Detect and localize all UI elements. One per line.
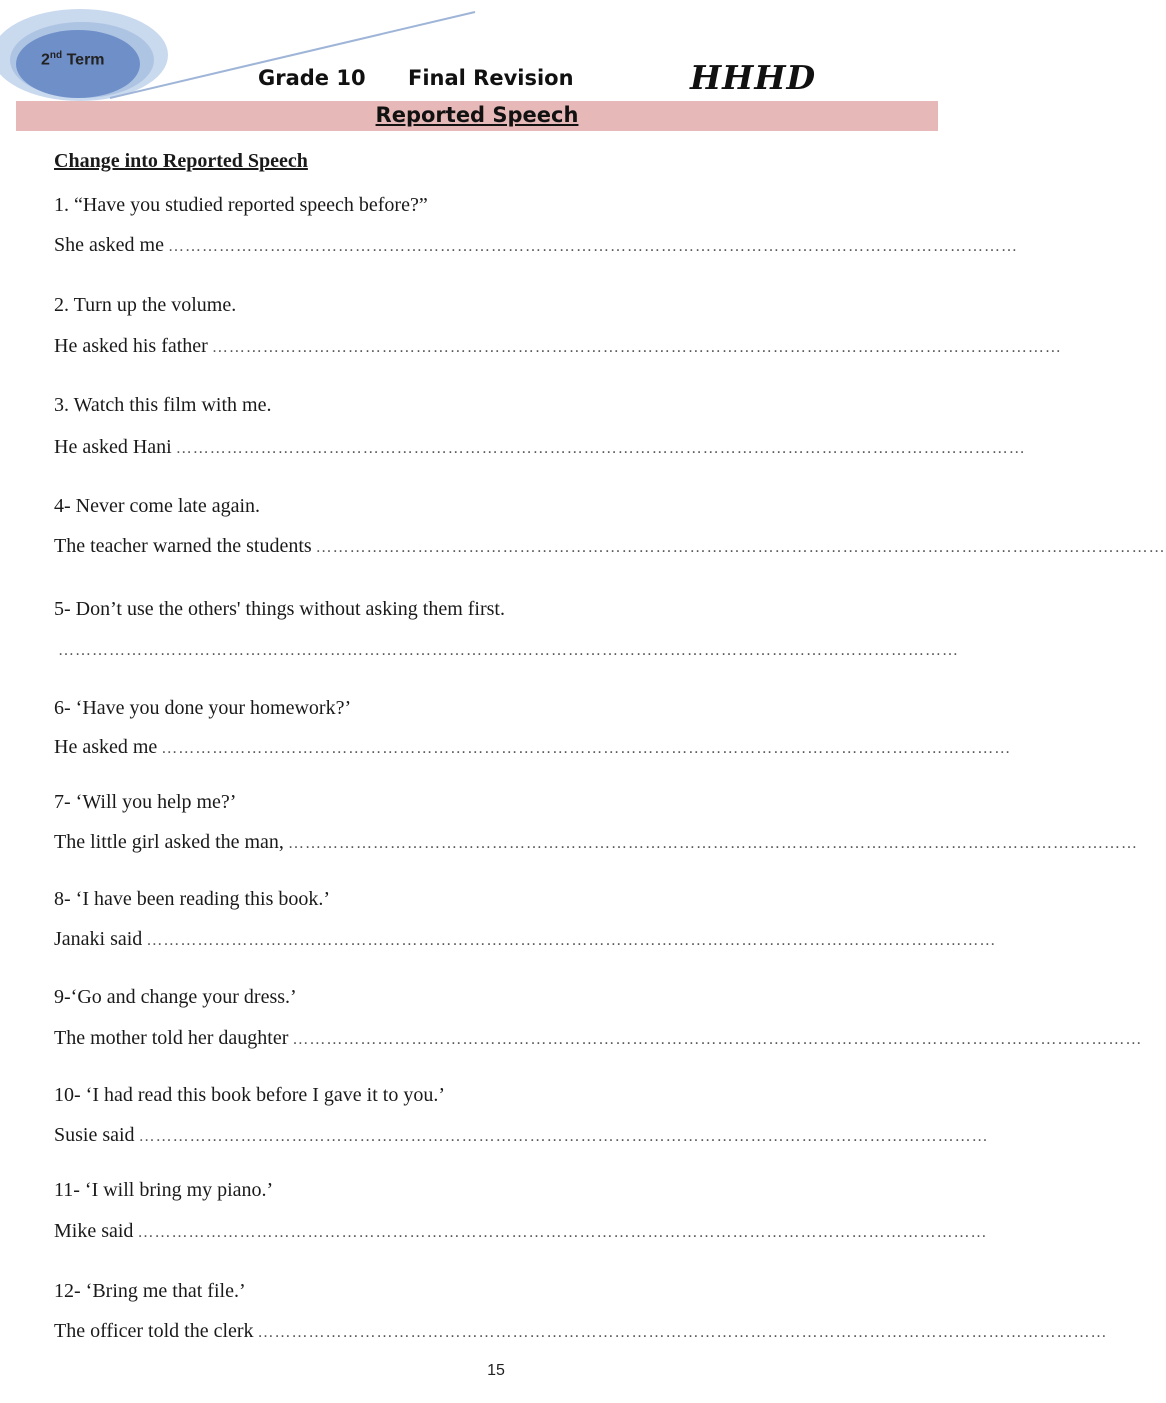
answer-line[interactable]	[54, 535, 1166, 558]
answer-start: The mother told her daughter	[54, 1027, 289, 1049]
question-prompt: 10- ‘I had read this book before I gave it to you.’	[54, 1084, 445, 1106]
answer-line[interactable]	[54, 1124, 989, 1147]
revision-label: Final Revision	[408, 66, 574, 90]
answer-start: Janaki said	[54, 928, 143, 950]
answer-blank[interactable]: ……………………………………………………………………………………………………………………………………	[287, 835, 1138, 852]
answer-line[interactable]	[54, 335, 1062, 358]
answer-line[interactable]	[54, 436, 1026, 459]
question-prompt: 3. Watch this film with me.	[54, 394, 272, 416]
answer-line[interactable]	[54, 642, 959, 660]
answer-blank[interactable]: ……………………………………………………………………………………………………………………………………	[138, 1128, 989, 1145]
section-heading: Change into Reported Speech	[54, 150, 308, 172]
answer-blank[interactable]: ……………………………………………………………………………………………………………………………………	[315, 539, 1166, 556]
question-prompt: 5- Don’t use the others' things without asking them first.	[54, 598, 505, 620]
answer-start: He asked Hani	[54, 436, 172, 458]
answer-line[interactable]	[54, 1027, 1143, 1050]
question-prompt: 1. “Have you studied reported speech before?”	[54, 194, 428, 216]
answer-blank[interactable]: ……………………………………………………………………………………………………………………………………	[257, 1324, 1108, 1341]
answer-line[interactable]	[54, 831, 1138, 854]
question-prompt: 11- ‘I will bring my piano.’	[54, 1179, 274, 1201]
answer-blank[interactable]: ……………………………………………………………………………………………………………………………………	[175, 440, 1026, 457]
answer-blank[interactable]: ……………………………………………………………………………………………………………………………………	[211, 339, 1062, 356]
question-prompt: 9-‘Go and change your dress.’	[54, 986, 297, 1008]
answer-blank[interactable]: ……………………………………………………………………………………………………………………………………	[161, 740, 1012, 757]
answer-start: The officer told the clerk	[54, 1320, 254, 1342]
answer-start: The little girl asked the man,	[54, 831, 284, 853]
answer-start: He asked me	[54, 736, 158, 758]
question-prompt: 8- ‘I have been reading this book.’	[54, 888, 331, 910]
answer-blank[interactable]: ……………………………………………………………………………………………………………………………………	[167, 238, 1018, 255]
answer-blank[interactable]: ……………………………………………………………………………………………………………………………………	[146, 932, 997, 949]
answer-start: He asked his father	[54, 335, 208, 357]
answer-start: Mike said	[54, 1220, 134, 1242]
answer-line[interactable]	[54, 928, 997, 951]
page-number: 15	[487, 1362, 505, 1379]
answer-blank[interactable]: ……………………………………………………………………………………………………………………………………	[292, 1031, 1143, 1048]
answer-blank[interactable]: ……………………………………………………………………………………………………………………………………	[137, 1224, 988, 1241]
question-prompt: 4- Never come late again.	[54, 495, 261, 517]
answer-start: The teacher warned the students	[54, 535, 312, 557]
answer-line[interactable]	[54, 1320, 1108, 1343]
term-label	[41, 50, 105, 69]
answer-start: Susie said	[54, 1124, 135, 1146]
answer-line[interactable]	[54, 234, 1018, 257]
term-suffix: nd	[49, 50, 63, 61]
title-banner	[16, 101, 938, 131]
question-prompt: 12- ‘Bring me that file.’	[54, 1280, 246, 1302]
grade-label: Grade 10	[258, 66, 366, 90]
term-number: 2	[41, 51, 50, 69]
author-initials: HHHD	[690, 58, 817, 97]
question-prompt: 7- ‘Will you help me?’	[54, 791, 237, 813]
answer-start: She asked me	[54, 234, 164, 256]
answer-blank[interactable]: ……………………………………………………………………………………………………………………………………………	[58, 642, 959, 659]
question-prompt: 6- ‘Have you done your homework?’	[54, 697, 352, 719]
page-title: Reported Speech	[375, 103, 579, 127]
answer-line[interactable]	[54, 1220, 988, 1243]
answer-line[interactable]	[54, 736, 1012, 759]
question-prompt: 2. Turn up the volume.	[54, 294, 237, 316]
term-word: Term	[66, 51, 105, 69]
